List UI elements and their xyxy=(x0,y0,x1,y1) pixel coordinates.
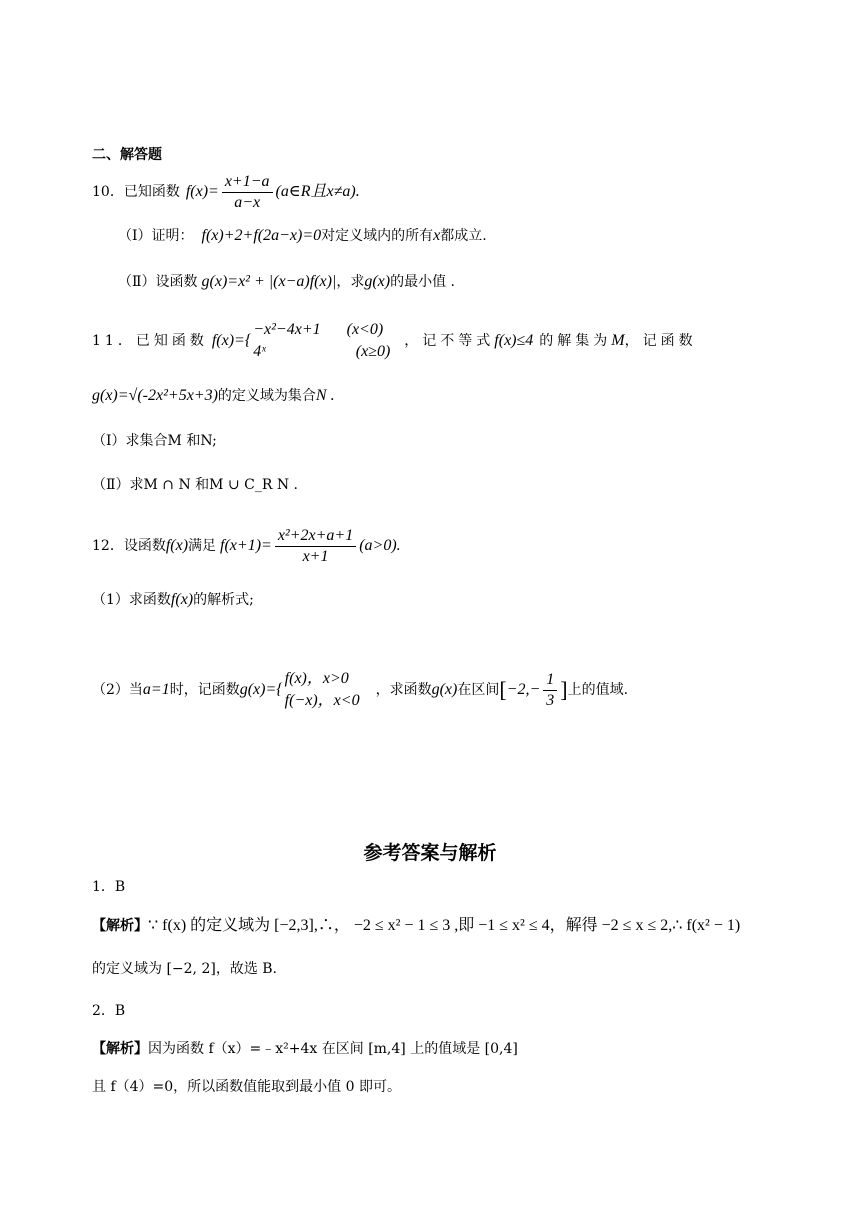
question-text: 的定义域为集合 xyxy=(217,388,316,404)
explanation-text: 因为函数 f（x）=﹣x²+4x 在区间 [m,4] 上的值域是 [0,4] xyxy=(148,1041,518,1057)
part-text-2: ，求函数 xyxy=(375,682,432,698)
explanation-label: 【解析】 xyxy=(92,918,148,934)
q10-part-1 xyxy=(118,228,487,244)
part-var: x xyxy=(433,227,441,244)
interval-fraction xyxy=(543,672,557,709)
fraction-denominator: 3 xyxy=(546,691,555,709)
question-stem: 设函数 xyxy=(123,538,166,554)
piecewise-case-2 xyxy=(253,344,390,360)
question-text-3: ，记函数 xyxy=(624,333,697,349)
fraction-denominator: a−x xyxy=(234,193,261,211)
part-text-2: 都成立. xyxy=(440,228,487,244)
case-cond: (x<0) xyxy=(346,321,384,338)
piecewise-case-1: f(x)，x>0 xyxy=(284,670,349,687)
formula-lhs: f(x)= xyxy=(185,183,219,200)
formula-fraction xyxy=(275,528,356,565)
part-text: 对定义域内的所有 xyxy=(321,228,434,244)
question-number: 12． xyxy=(92,538,124,554)
question-10 xyxy=(92,172,360,212)
part-text-4: 上的值域. xyxy=(567,682,629,698)
q10-part-2 xyxy=(118,274,455,290)
question-text: 满足 xyxy=(188,538,217,554)
part-math-2: g(x) xyxy=(364,273,391,290)
case-cond: (x≥0) xyxy=(355,343,391,360)
function-g: g(x) xyxy=(431,681,458,698)
question-text: ，记不等式 xyxy=(404,333,495,349)
explanation-text: ∵ f(x) 的定义域为 [−2,3],∴， −2 ≤ x² − 1 ≤ 3 ,即 −1 ≤ x² ≤ 4，解得 −2 ≤ x ≤ 2,∴ f(x² − 1) xyxy=(148,917,741,934)
part-math: f(x)+2+f(2a−x)=0 xyxy=(201,227,322,244)
formula-condition: (a>0). xyxy=(359,537,401,554)
section-heading: 二、解答题 xyxy=(92,147,162,163)
piecewise-cases xyxy=(285,671,360,709)
part-text: ，求 xyxy=(336,274,365,290)
fraction-denominator: x+1 xyxy=(302,547,329,565)
q11-line-2 xyxy=(92,388,335,404)
question-11 xyxy=(92,318,697,364)
bracket-left-icon: [ xyxy=(499,677,507,702)
answer-2-explanation-2: 且 f（4）=0，所以函数值能取到最小值 0 即可。 xyxy=(92,1079,401,1095)
question-number: 11． xyxy=(92,333,136,349)
question-text-2: 的解集为 xyxy=(539,333,612,349)
fraction-numerator: x+1−a xyxy=(222,174,273,193)
explanation-label: 【解析】 xyxy=(92,1041,148,1057)
q11-part-1: （Ⅰ）求集合M 和N; xyxy=(92,433,217,449)
answer-1-explanation xyxy=(92,918,740,934)
q11-part-2: （Ⅱ）求M ∩ N 和M ∪ C_R N . xyxy=(92,477,299,493)
part-math: f(x) xyxy=(170,591,194,608)
answer-2: 2．B xyxy=(92,1003,126,1019)
part-text: 时，记函数 xyxy=(169,682,240,698)
part-math: g(x)=x² + |(x−a)f(x)| xyxy=(201,273,337,290)
set-m: M xyxy=(611,332,625,349)
piecewise-cases xyxy=(253,322,390,360)
case-expr: −x²−4x+1 xyxy=(253,321,321,338)
interval-left: −2,− xyxy=(506,681,541,698)
part-label: （1）求函数 xyxy=(92,592,171,608)
bracket-right-icon: ] xyxy=(560,677,568,702)
q12-part-1 xyxy=(92,592,254,608)
part-condition: a=1 xyxy=(142,681,170,698)
piecewise-lhs: g(x)={ xyxy=(239,681,283,698)
function-f: f(x) xyxy=(165,537,189,554)
part-label: （Ⅰ）证明： xyxy=(118,228,194,244)
piecewise-case-2: f(−x)，x<0 xyxy=(284,692,360,709)
answers-title: 参考答案与解析 xyxy=(363,842,497,864)
formula-condition: (a∈R且x≠a). xyxy=(275,183,360,200)
domain-function: g(x)=√(-2x²+5x+3) xyxy=(92,387,218,404)
set-n: N . xyxy=(315,387,335,404)
formula-fraction xyxy=(222,174,273,211)
case-expr: 4ˣ xyxy=(253,343,266,360)
answer-1: 1．B xyxy=(92,879,126,895)
answer-2-explanation xyxy=(92,1042,518,1056)
part-text-3: 在区间 xyxy=(457,682,500,698)
part-text: 的解析式; xyxy=(193,592,254,608)
q12-part-2 xyxy=(92,664,628,716)
question-12 xyxy=(92,526,401,566)
part-text-2: 的最小值 . xyxy=(390,274,455,290)
question-stem: 已知函数 xyxy=(123,184,180,200)
formula-lhs: f(x+1)= xyxy=(220,537,272,554)
inequality: f(x)≤4 xyxy=(494,332,534,349)
question-stem: 已知函数 xyxy=(135,333,208,349)
question-number: 10． xyxy=(92,184,124,200)
part-label: （2）当 xyxy=(92,682,143,698)
part-label: （Ⅱ）设函数 xyxy=(118,274,198,290)
fraction-numerator: 1 xyxy=(543,672,557,691)
fraction-numerator: x²+2x+a+1 xyxy=(275,528,356,547)
piecewise-case-1 xyxy=(253,322,390,338)
answer-1-explanation-2: 的定义域为 [−2, 2]，故选 B. xyxy=(92,961,278,977)
piecewise-lhs: f(x)={ xyxy=(211,332,252,349)
